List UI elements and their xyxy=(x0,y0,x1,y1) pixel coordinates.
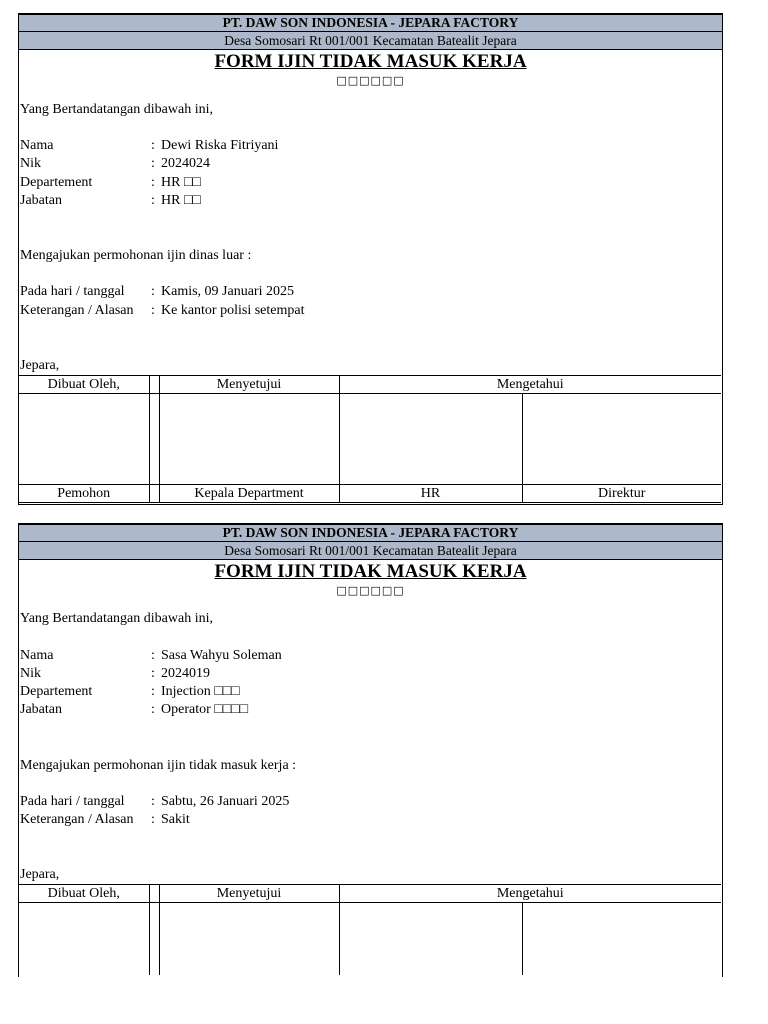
place-text: Jepara, xyxy=(20,867,60,882)
signature-table xyxy=(19,884,721,975)
leave-form-1 xyxy=(18,13,723,505)
sig-role-director: Direktur xyxy=(522,485,721,503)
sig-role-dept-head: Kepala Department xyxy=(159,485,339,503)
field-label: Keterangan / Alasan xyxy=(20,812,134,827)
field-colon: : xyxy=(151,303,155,318)
field-value[interactable]: Sasa Wahyu Soleman xyxy=(161,648,282,663)
field-label: Keterangan / Alasan xyxy=(20,303,134,318)
request-text: Mengajukan permohonan ijin tidak masuk kerja : xyxy=(20,758,297,773)
sig-header-spacer xyxy=(149,885,159,903)
form-title: FORM IJIN TIDAK MASUK KERJA xyxy=(214,51,527,72)
field-colon: : xyxy=(151,193,155,208)
field-colon: : xyxy=(151,794,155,809)
sig-role-applicant: Pemohon xyxy=(19,485,149,503)
company-name: PT. DAW SON INDONESIA - JEPARA FACTORY xyxy=(19,13,722,31)
request-text: Mengajukan permohonan ijin dinas luar : xyxy=(20,248,252,263)
intro-text: Yang Bertandatangan dibawah ini, xyxy=(20,611,213,626)
field-colon: : xyxy=(151,684,155,699)
field-label: Nik xyxy=(20,666,41,681)
field-colon: : xyxy=(151,648,155,663)
sig-role-hr: HR xyxy=(339,485,522,503)
field-label: Jabatan xyxy=(20,193,62,208)
leave-form-2 xyxy=(18,523,723,977)
field-colon: : xyxy=(151,702,155,717)
company-address: Desa Somosari Rt 001/001 Kecamatan Batealit Jepara xyxy=(19,541,722,559)
field-label: Departement xyxy=(20,175,93,190)
place-text: Jepara, xyxy=(20,358,60,373)
field-value[interactable]: Dewi Riska Fitriyani xyxy=(161,138,279,153)
field-label: Nama xyxy=(20,648,54,663)
field-value[interactable]: Kamis, 09 Januari 2025 xyxy=(161,284,294,299)
field-value[interactable]: Injection □□□ xyxy=(161,684,240,699)
company-name: PT. DAW SON INDONESIA - JEPARA FACTORY xyxy=(19,523,722,541)
sig-role-spacer xyxy=(149,485,159,503)
form-subtitle: □□□□□□ xyxy=(336,584,405,597)
field-label: Nik xyxy=(20,156,41,171)
sig-header-approve: Menyetujui xyxy=(159,376,339,394)
field-label: Jabatan xyxy=(20,702,62,717)
field-value[interactable]: HR □□ xyxy=(161,193,201,208)
field-colon: : xyxy=(151,156,155,171)
sig-box-director[interactable] xyxy=(522,394,721,485)
sig-header-acknowledge: Mengetahui xyxy=(339,376,721,394)
sig-box-hr[interactable] xyxy=(339,394,522,485)
field-colon: : xyxy=(151,284,155,299)
form-subtitle: □□□□□□ xyxy=(336,74,405,87)
field-value[interactable]: HR □□ xyxy=(161,175,201,190)
field-value[interactable]: Sabtu, 26 Januari 2025 xyxy=(161,794,290,809)
sig-box-hr[interactable] xyxy=(339,903,522,976)
form-title-row xyxy=(19,49,722,74)
sig-box-spacer xyxy=(149,394,159,485)
field-label: Departement xyxy=(20,684,93,699)
field-colon: : xyxy=(151,812,155,827)
field-value[interactable]: 2024019 xyxy=(161,666,210,681)
sig-header-approve: Menyetujui xyxy=(159,885,339,903)
field-label: Nama xyxy=(20,138,54,153)
sig-box-applicant[interactable] xyxy=(19,903,149,976)
field-value[interactable]: Ke kantor polisi setempat xyxy=(161,303,305,318)
field-colon: : xyxy=(151,666,155,681)
sig-header-acknowledge: Mengetahui xyxy=(339,885,721,903)
form-title-row xyxy=(19,559,722,584)
sig-header-made-by: Dibuat Oleh, xyxy=(19,885,149,903)
field-colon: : xyxy=(151,138,155,153)
company-address: Desa Somosari Rt 001/001 Kecamatan Batealit Jepara xyxy=(19,31,722,49)
field-label: Pada hari / tanggal xyxy=(20,284,125,299)
field-label: Pada hari / tanggal xyxy=(20,794,125,809)
field-value[interactable]: Sakit xyxy=(161,812,190,827)
intro-text: Yang Bertandatangan dibawah ini, xyxy=(20,102,213,117)
field-value[interactable]: Operator □□□□ xyxy=(161,702,249,717)
sig-header-made-by: Dibuat Oleh, xyxy=(19,376,149,394)
sig-box-director[interactable] xyxy=(522,903,721,976)
sig-box-applicant[interactable] xyxy=(19,394,149,485)
sig-header-spacer xyxy=(149,376,159,394)
field-colon: : xyxy=(151,175,155,190)
sig-box-dept-head[interactable] xyxy=(159,394,339,485)
sig-box-dept-head[interactable] xyxy=(159,903,339,976)
form-title: FORM IJIN TIDAK MASUK KERJA xyxy=(214,561,527,582)
field-value[interactable]: 2024024 xyxy=(161,156,210,171)
signature-table xyxy=(19,375,721,503)
sig-box-spacer xyxy=(149,903,159,976)
